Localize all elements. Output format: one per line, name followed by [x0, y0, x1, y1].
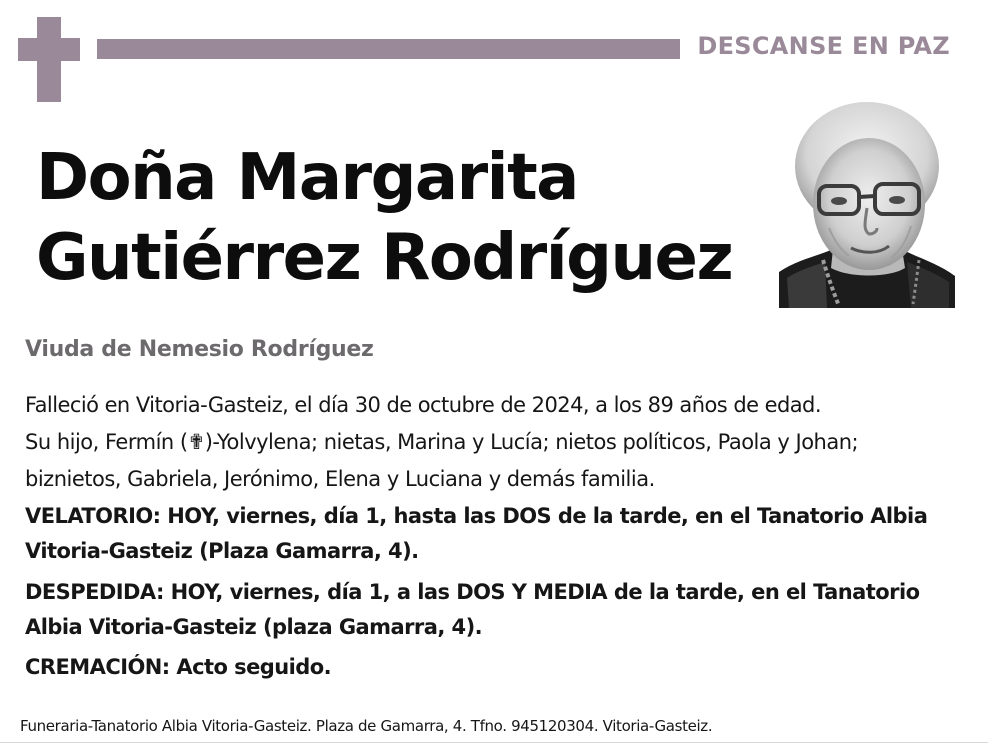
wake-info: VELATORIO: HOY, viernes, día 1, hasta las DOS de la tarde, en el Tanatorio Albia Vitoria-Gasteiz (Plaza Gamarra, 4). — [25, 504, 928, 563]
funeral-home-footer: Funeraria-Tanatorio Albia Vitoria-Gasteiz. Plaza de Gamarra, 4. Tfno. 945120304. Vitoria-Gasteiz. — [20, 717, 713, 735]
portrait-photo — [779, 100, 955, 308]
cremation-info: CREMACIÓN: Acto seguido. — [25, 655, 332, 679]
deceased-name-line1: Doña Margarita — [36, 141, 578, 215]
widow-of-line: Viuda de Nemesio Rodríguez — [25, 337, 374, 362]
small-cross-icon: ✟ — [187, 430, 205, 454]
family-members-start: Su hijo, Fermín ( — [25, 430, 188, 454]
farewell-info: DESPEDIDA: HOY, viernes, día 1, a las DOS Y MEDIA de la tarde, en el Tanatorio Albia Vitoria-Gasteiz (plaza Gamarra, 4). — [25, 580, 920, 639]
deceased-name — [36, 138, 776, 298]
header-bar — [97, 39, 680, 59]
rest-in-peace-label: DESCANSE EN PAZ — [697, 32, 950, 60]
family-members — [25, 424, 960, 498]
footer-divider — [0, 742, 988, 743]
deceased-name-line2: Gutiérrez Rodríguez — [36, 221, 733, 295]
family-members-end: )-Yolvylena; nietas, Marina y Lucía; nietos políticos, Paola y Johan; biznietos, Gabriela, Jerónimo, Elena y Luciana y demás familia. — [25, 430, 859, 491]
death-announcement: Falleció en Vitoria-Gasteiz, el día 30 de octubre de 2024, a los 89 años de edad. — [25, 393, 821, 417]
notice-body — [25, 387, 960, 685]
